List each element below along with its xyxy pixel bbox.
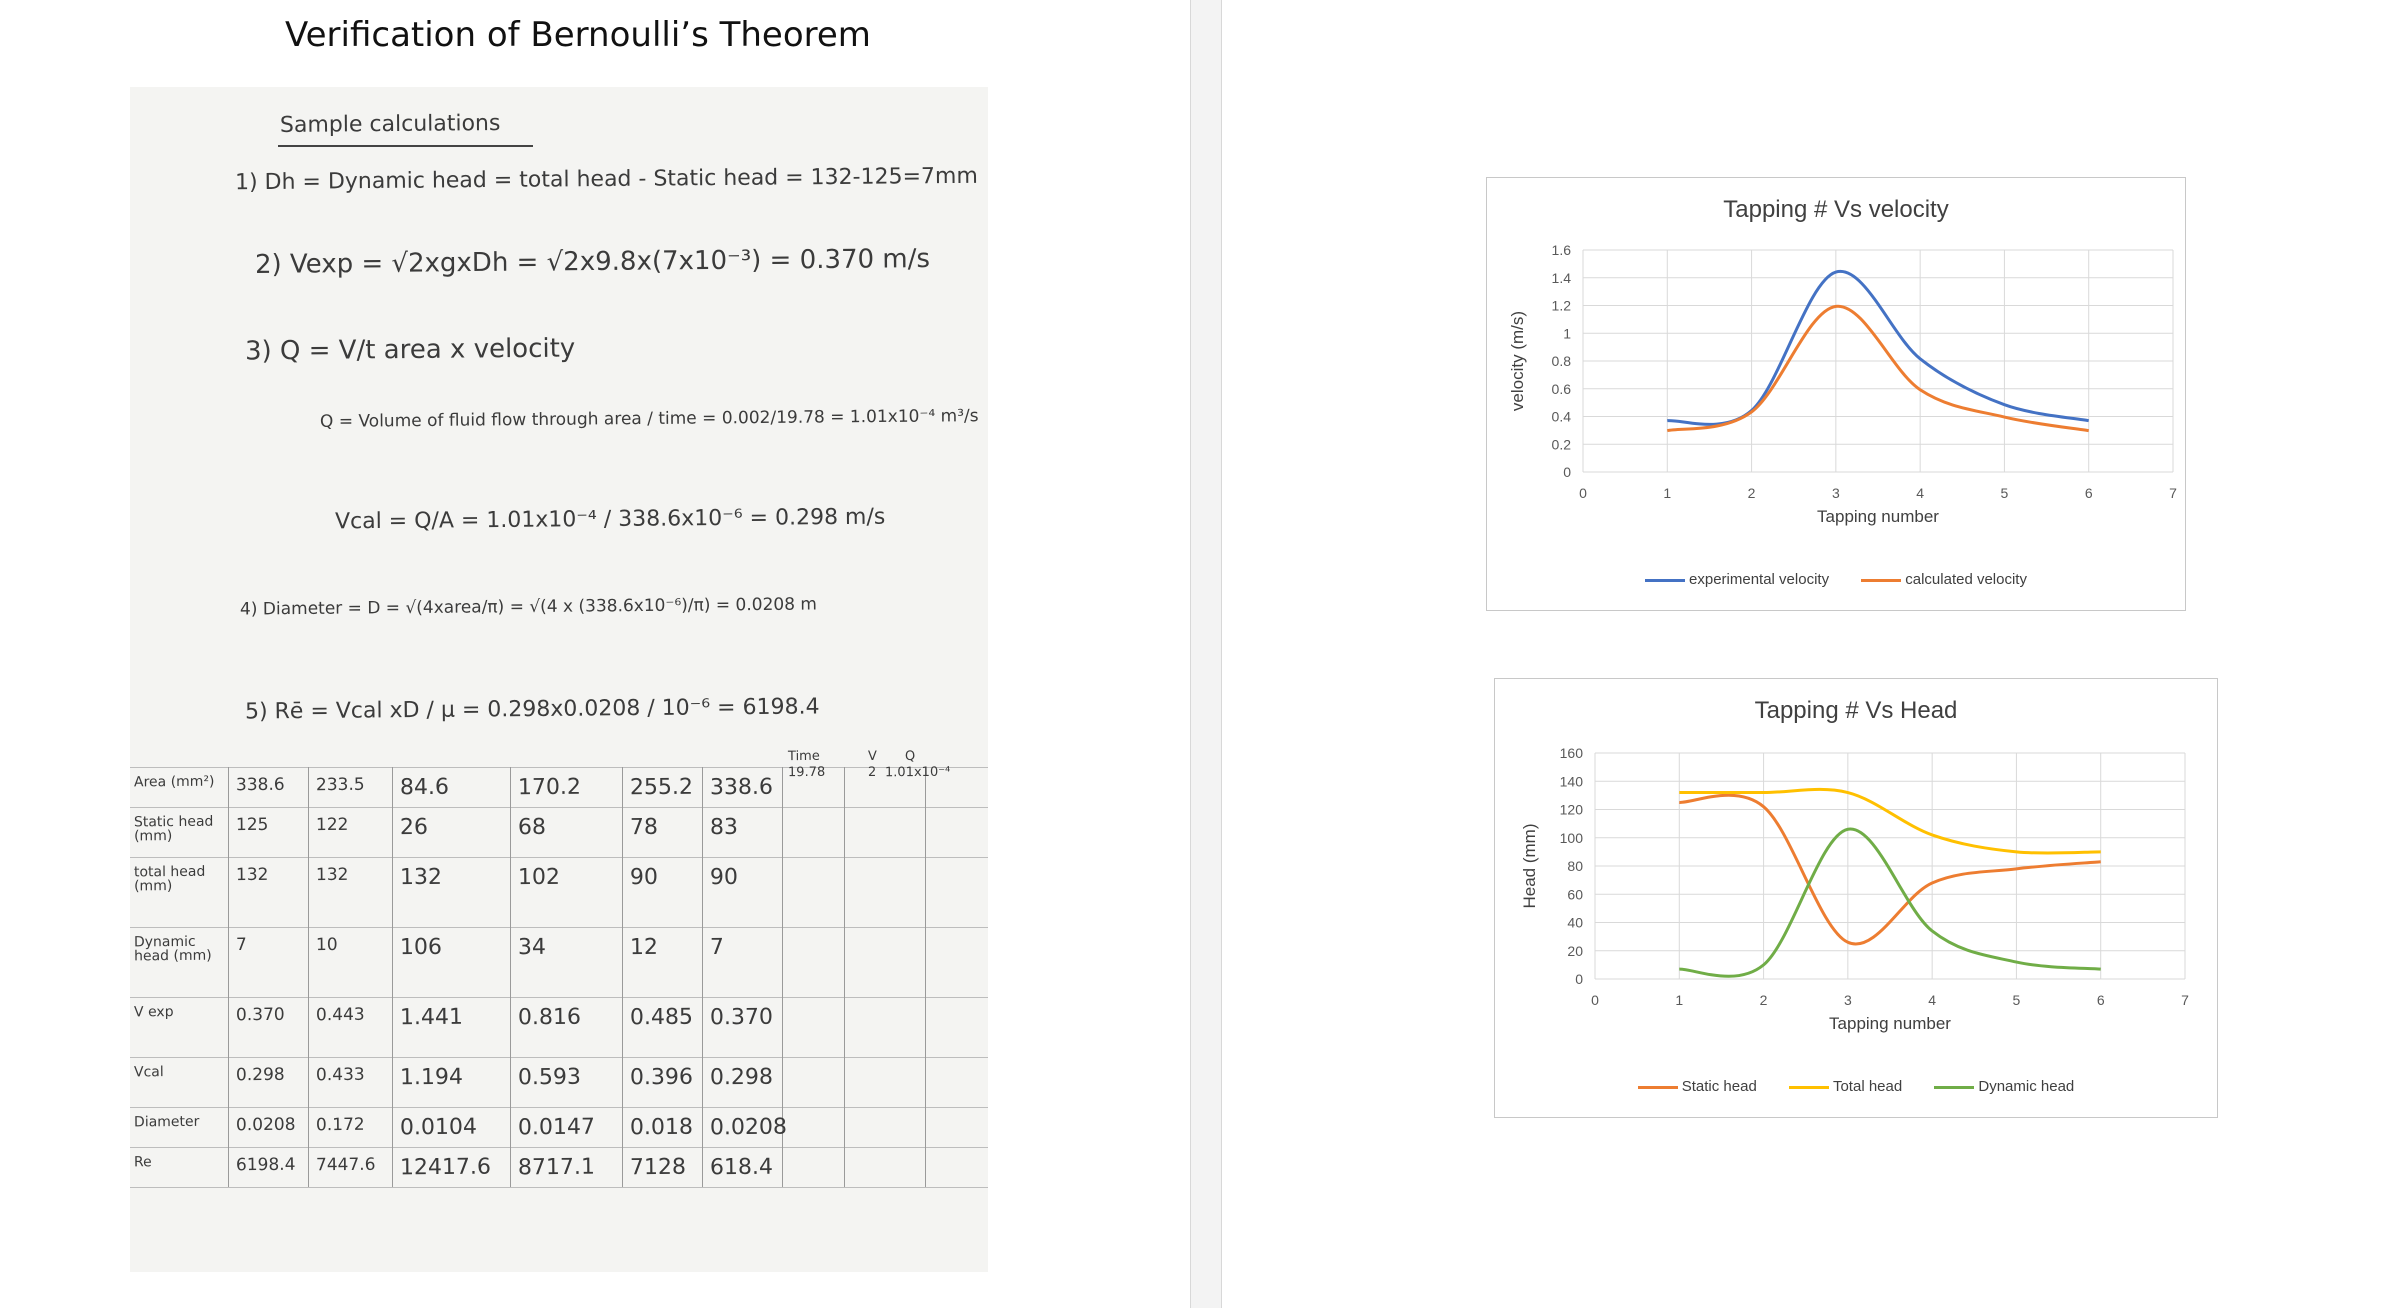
series-line-dynamic-head	[1679, 829, 2100, 976]
table-row-label: Re	[133, 1154, 152, 1171]
head-chart-legend	[1495, 1078, 2217, 1095]
table-rule	[130, 767, 988, 768]
y-tick-label: 0.6	[1551, 380, 1571, 397]
legend-swatch	[1789, 1086, 1829, 1089]
table-cell: 0.433	[315, 1064, 365, 1086]
sheet-heading: Sample calculations	[279, 111, 501, 138]
handwritten-sheet-image	[130, 87, 988, 1272]
table-cell: 12	[629, 934, 659, 961]
table-cell: 0.018	[629, 1114, 694, 1141]
v-label: V	[867, 748, 877, 765]
legend-item-total	[1789, 1078, 1902, 1095]
time-label: Time	[787, 748, 820, 765]
table-column-rule	[308, 767, 309, 1187]
y-tick-label: 100	[1559, 829, 1583, 846]
table-cell: 7	[709, 934, 725, 961]
table-cell: 0.816	[517, 1004, 582, 1031]
q-value: 1.01x10⁻⁴	[884, 764, 951, 781]
table-cell: 233.5	[315, 774, 365, 796]
y-tick-label: 0.8	[1551, 353, 1571, 369]
table-column-rule	[228, 767, 229, 1187]
head-chart	[1494, 678, 2218, 1118]
table-cell: 0.593	[517, 1064, 582, 1091]
y-tick-label: 80	[1567, 858, 1583, 874]
table-rule	[130, 807, 988, 808]
table-cell: 0.443	[315, 1004, 365, 1026]
table-rule	[130, 1107, 988, 1108]
q-label: Q	[904, 748, 916, 765]
table-cell: 618.4	[709, 1154, 774, 1181]
velocity-chart	[1486, 177, 2186, 611]
document-title: Verification of Bernoulli’s Theorem	[285, 15, 871, 55]
table-cell: 106	[399, 934, 443, 961]
table-cell: 7128	[629, 1154, 687, 1181]
y-tick-label: 120	[1559, 801, 1583, 818]
table-cell: 7447.6	[315, 1154, 376, 1176]
x-tick-label: 0	[1579, 485, 1587, 501]
step-3-flow: Q = Volume of fluid flow through area / time = 0.002/19.78 = 1.01x10⁻⁴ m³/s	[319, 406, 979, 432]
x-tick-label: 2	[1747, 485, 1756, 501]
table-cell: 0.370	[235, 1004, 285, 1026]
table-cell: 34	[517, 934, 547, 961]
table-rule	[130, 997, 988, 998]
table-cell: 0.0208	[709, 1114, 788, 1141]
table-row-label: Dynamic head (mm)	[133, 933, 212, 965]
document-page-right	[1222, 0, 2391, 1308]
legend-item-calculated	[1861, 571, 2027, 588]
time-value: 19.78	[787, 764, 826, 781]
x-tick-label: 1	[1675, 992, 1684, 1008]
x-tick-label: 6	[2096, 992, 2105, 1008]
step-2: 2) Vexp = √2xgxDh = √2x9.8x(7x10⁻³) = 0.370 m/s	[254, 244, 931, 280]
x-tick-label: 4	[1928, 992, 1937, 1008]
table-cell: 132	[235, 864, 269, 886]
x-tick-label: 6	[2084, 485, 2093, 501]
y-tick-label: 1.2	[1551, 297, 1571, 314]
legend-label: experimental velocity	[1689, 571, 1830, 588]
table-cell: 84.6	[399, 774, 450, 801]
y-tick-label: 160	[1559, 745, 1583, 761]
table-row-label: total head (mm)	[133, 863, 206, 895]
table-cell: 0.298	[235, 1064, 285, 1086]
step-3: 3) Q = V/t area x velocity	[244, 333, 576, 367]
y-tick-label: 0	[1563, 464, 1571, 480]
table-cell: 132	[315, 864, 349, 886]
table-column-rule	[702, 767, 703, 1187]
y-tick-label: 20	[1567, 942, 1583, 959]
page-separator	[1190, 0, 1222, 1308]
heading-underline	[278, 145, 533, 147]
table-cell: 10	[315, 934, 338, 956]
table-rule	[130, 1057, 988, 1058]
table-cell: 125	[235, 814, 269, 836]
table-cell: 8717.1	[517, 1154, 596, 1181]
table-column-rule	[925, 767, 926, 1187]
legend-swatch	[1861, 579, 1901, 582]
head-chart-plot	[1495, 679, 2217, 1117]
table-cell: 338.6	[709, 774, 774, 801]
series-line-total-head	[1679, 789, 2100, 853]
x-tick-label: 4	[1916, 485, 1925, 501]
legend-label: Dynamic head	[1978, 1078, 2075, 1095]
table-cell: 0.0104	[399, 1114, 478, 1141]
legend-label: calculated velocity	[1905, 571, 2027, 588]
legend-label: Static head	[1681, 1078, 1757, 1095]
table-rule	[130, 857, 988, 858]
legend-swatch	[1645, 579, 1685, 582]
y-tick-label: 60	[1567, 886, 1583, 903]
table-cell: 0.0208	[235, 1114, 296, 1136]
y-tick-label: 1	[1563, 325, 1571, 342]
table-row-label: V exp	[133, 1004, 174, 1021]
legend-swatch	[1934, 1086, 1974, 1089]
step-5: 5) Rē = Vcal xD / μ = 0.298x0.0208 / 10⁻⁶ = 6198.4	[244, 694, 820, 725]
table-row-label: Area (mm²)	[133, 773, 215, 791]
x-tick-label: 2	[1759, 992, 1768, 1008]
table-cell: 1.194	[399, 1064, 464, 1091]
step-1: 1) Dh = Dynamic head = total head - Static head = 132-125=7mm	[234, 163, 978, 196]
y-tick-label: 0	[1575, 971, 1583, 987]
document-page-left	[0, 0, 1190, 1308]
legend-item-experimental	[1645, 571, 1829, 588]
table-cell: 0.485	[629, 1004, 694, 1031]
table-cell: 132	[399, 864, 443, 891]
table-cell: 26	[399, 814, 429, 841]
table-row-label: Diameter	[133, 1113, 200, 1131]
table-cell: 338.6	[235, 774, 285, 796]
x-tick-label: 5	[2012, 992, 2021, 1008]
table-cell: 0.0147	[517, 1114, 596, 1141]
table-cell: 78	[629, 814, 659, 841]
table-row-label: Static head (mm)	[133, 813, 214, 845]
x-tick-label: 5	[2000, 485, 2009, 501]
table-column-rule	[510, 767, 511, 1187]
table-cell: 90	[709, 864, 739, 891]
table-cell: 170.2	[517, 774, 582, 801]
table-cell: 68	[517, 814, 547, 841]
y-tick-label: 0.4	[1551, 408, 1571, 425]
x-tick-label: 3	[1843, 992, 1852, 1008]
table-cell: 0.172	[315, 1114, 365, 1136]
y-axis-label: velocity (m/s)	[1508, 310, 1527, 412]
y-axis-label: Head (mm)	[1520, 823, 1539, 909]
velocity-chart-legend	[1487, 571, 2185, 588]
x-tick-label: 7	[2181, 992, 2189, 1008]
y-tick-label: 40	[1567, 914, 1583, 931]
y-tick-label: 140	[1559, 773, 1583, 790]
table-row-label: Vcal	[133, 1064, 164, 1081]
table-cell: 255.2	[629, 774, 694, 801]
table-cell: 122	[315, 814, 349, 836]
table-cell: 0.396	[629, 1064, 694, 1091]
velocity-chart-plot	[1487, 178, 2185, 610]
table-cell: 12417.6	[399, 1154, 492, 1181]
series-line-experimental-velocity	[1667, 271, 2088, 424]
head-chart-title: Tapping # Vs Head	[1754, 697, 1958, 724]
table-cell: 7	[235, 934, 247, 956]
x-tick-label: 3	[1831, 485, 1840, 501]
x-axis-label: Tapping number	[1817, 507, 1939, 526]
table-cell: 6198.4	[235, 1154, 296, 1176]
step-3-vcal: Vcal = Q/A = 1.01x10⁻⁴ / 338.6x10⁻⁶ = 0.298 m/s	[334, 504, 886, 535]
legend-item-static	[1638, 1078, 1757, 1095]
x-axis-label: Tapping number	[1829, 1014, 1951, 1033]
table-cell: 0.370	[709, 1004, 774, 1031]
x-tick-label: 0	[1591, 992, 1599, 1008]
table-rule	[130, 1147, 988, 1148]
table-cell: 0.298	[709, 1064, 774, 1091]
step-4: 4) Diameter = D = √(4xarea/π) = √(4 x (338.6x10⁻⁶)/π) = 0.0208 m	[239, 594, 818, 620]
table-cell: 90	[629, 864, 659, 891]
table-column-rule	[622, 767, 623, 1187]
x-tick-label: 1	[1663, 485, 1672, 501]
y-tick-label: 1.6	[1551, 242, 1571, 258]
table-column-rule	[844, 767, 845, 1187]
table-cell: 102	[517, 864, 561, 891]
x-tick-label: 7	[2169, 485, 2177, 501]
table-cell: 83	[709, 814, 739, 841]
table-column-rule	[392, 767, 393, 1187]
legend-swatch	[1638, 1086, 1678, 1089]
v-value: 2	[867, 764, 877, 781]
velocity-chart-title: Tapping # Vs velocity	[1723, 196, 1949, 223]
legend-item-dynamic	[1934, 1078, 2074, 1095]
y-tick-label: 0.2	[1551, 436, 1571, 453]
legend-label: Total head	[1832, 1078, 1903, 1095]
table-rule	[130, 927, 988, 928]
table-cell: 1.441	[399, 1004, 464, 1031]
y-tick-label: 1.4	[1551, 269, 1571, 286]
table-rule	[130, 1187, 988, 1188]
